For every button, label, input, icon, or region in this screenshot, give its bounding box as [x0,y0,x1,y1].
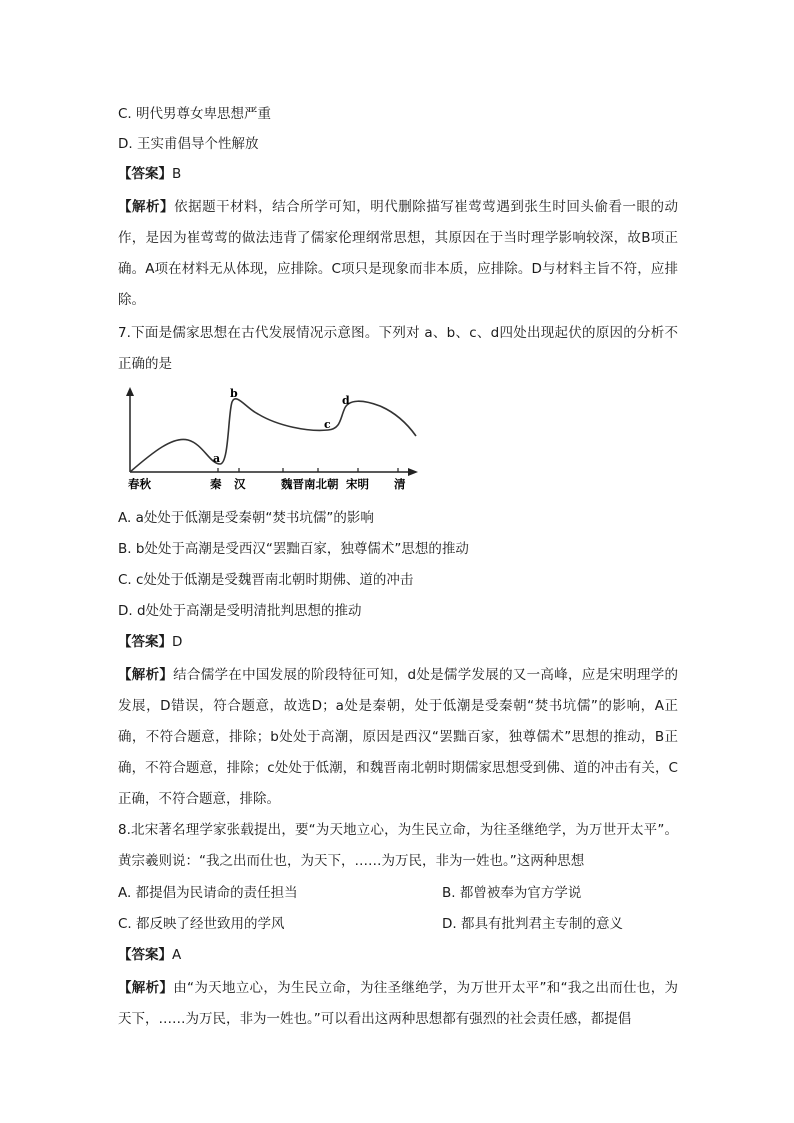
q7-analysis [118,660,678,815]
y-axis-arrow [126,387,134,396]
q7-stem: 7.下面是儒家思想在古代发展情况示意图。下列对 a、b、c、d四处出现起伏的原因的分析不正确的是 [118,325,678,372]
point-label-c: c [324,418,331,431]
answer-tag: 【答案】 [118,947,172,963]
analysis-tag: 【解析】 [118,667,174,683]
x-tick-label: 宋明 [346,477,369,491]
q6-analysis [118,192,678,316]
point-label-a: a [213,452,221,465]
q8-option-d: D. 都具有批判君主专制的意义 [442,916,623,932]
analysis-text: 由“为天地立心，为生民立命，为往圣继绝学，为万世开太平”和“我之出而仕也，为天下，……为万民，非为一姓也。”可以看出这两种思想都有强烈的社会责任感，都提倡 [118,980,679,1027]
q6-answer [118,164,181,184]
analysis-text: 结合儒学在中国发展的阶段特征可知，d处是儒学发展的又一高峰，应是宋明理学的发展，D错误，符合题意，故选D；a处是秦朝，处于低潮是受秦朝“焚书坑儒”的影响，A正确，不符合题意，排除；b处处于高潮，原因是西汉“罢黜百家，独尊儒术”思想的推动，B正确，不符合题意，排除；c处处于低潮，和魏晋南北朝时期儒家思想受到佛、道的冲击有关，C正确，不符合题意，排除。 [118,667,679,807]
q7-option-a: A. a处处于低潮是受秦朝“焚书坑儒”的影响 [118,510,374,526]
answer-tag: 【答案】 [118,166,172,182]
q8-option-b: B. 都曾被奉为官方学说 [442,885,582,901]
trend-curve [130,399,416,472]
q8-stem: 8.北宋著名理学家张载提出，要“为天地立心，为生民立命，为往圣继绝学，为万世开太平”。黄宗羲则说：“我之出而仕也，为天下，……为万民，非为一姓也。”这两种思想 [118,822,678,869]
x-tick-label: 汉 [234,477,246,491]
q7-answer [118,632,182,652]
q6-option-c: C. 明代男尊女卑思想严重 [118,106,272,122]
q8-answer [118,945,181,965]
x-tick-label: 魏晋南北朝 [281,477,339,491]
q8-option-c: C. 都反映了经世致用的学风 [118,916,285,932]
q7-option-b: B. b处处于高潮是受西汉“罢黜百家，独尊儒术”思想的推动 [118,541,469,557]
analysis-text: 依据题干材料，结合所学可知，明代删除描写崔莺莺遇到张生时回头偷看一眼的动作，是因为崔莺莺的做法违背了儒家伦理纲常思想，其原因在于当时理学影响较深，故B项正确。A项在材料无从体现，应排除。C项只是现象而非本质，应排除。D与材料主旨不符，应排除。 [118,199,679,308]
answer-value: B [172,166,182,182]
x-axis-arrow [408,468,418,476]
answer-tag: 【答案】 [118,634,172,650]
analysis-tag: 【解析】 [118,980,174,996]
point-label-b: b [230,387,238,400]
q8-analysis [118,973,678,1035]
q8-option-a: A. 都提倡为民请命的责任担当 [118,885,298,901]
confucianism-trend-chart [118,384,428,494]
point-label-d: d [342,394,350,407]
x-tick-label: 春秋 [128,477,151,491]
q6-option-d: D. 王实甫倡导个性解放 [118,136,259,152]
analysis-tag: 【解析】 [118,199,175,215]
q7-option-c: C. c处处于低潮是受魏晋南北朝时期佛、道的冲击 [118,572,414,588]
answer-value: A [172,947,182,963]
answer-value: D [172,634,183,650]
x-tick-label: 清 [394,477,406,491]
q7-option-d: D. d处处于高潮是受明清批判思想的推动 [118,603,362,619]
x-tick-label: 秦 [210,477,222,491]
